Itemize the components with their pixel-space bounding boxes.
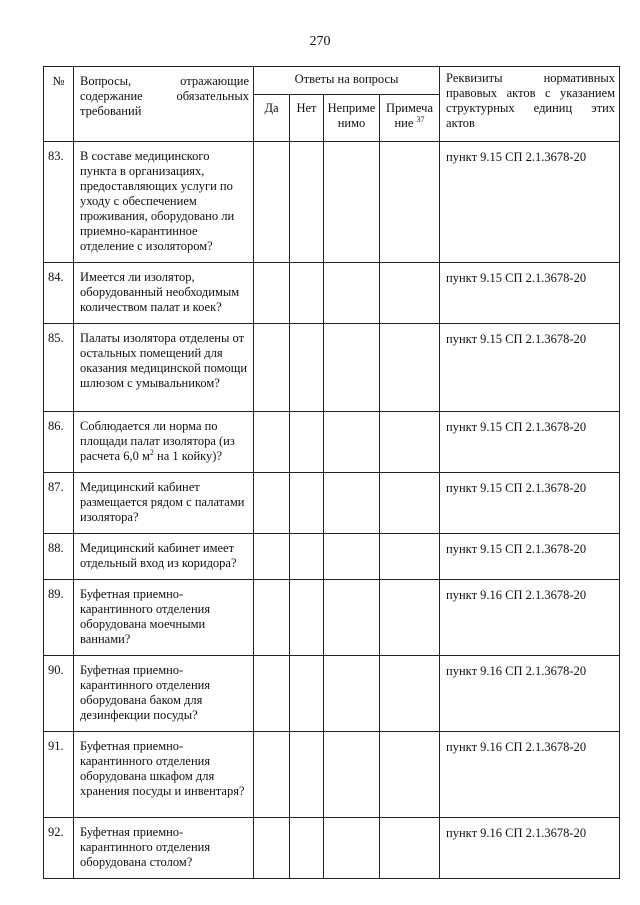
header-requisites: Реквизиты нормативных правовых актов с указанием структурных единиц этих актов — [440, 67, 620, 142]
row-question: Буфетная приемно-карантинного отделения оборудована баком для дезинфекции посуды? — [74, 656, 254, 732]
answer-not-applicable-cell[interactable] — [324, 324, 380, 412]
answer-yes-cell[interactable] — [254, 473, 290, 534]
header-note-footnote: 37 — [416, 114, 425, 124]
answer-note-cell[interactable] — [380, 534, 440, 580]
answer-not-applicable-cell[interactable] — [324, 142, 380, 263]
row-requisite: пункт 9.15 СП 2.1.3678-20 — [440, 142, 620, 263]
answer-not-applicable-cell[interactable] — [324, 656, 380, 732]
table-row — [44, 732, 620, 818]
answer-no-cell[interactable] — [290, 412, 324, 473]
row-question: Буфетная приемно-карантинного отделения оборудована моечными ваннами? — [74, 580, 254, 656]
row-question: В составе медицинского пункта в организациях, предоставляющих услуги по уходу с обеспечением проживания, оборудовано ли приемно-карантинное отделение с изолятором? — [74, 142, 254, 263]
answer-note-cell[interactable] — [380, 263, 440, 324]
answer-yes-cell[interactable] — [254, 534, 290, 580]
table-row — [44, 580, 620, 656]
row-number: 89. — [44, 580, 74, 656]
answer-note-cell[interactable] — [380, 473, 440, 534]
answer-note-cell[interactable] — [380, 580, 440, 656]
table-row — [44, 473, 620, 534]
header-note-text: Примеча ние — [386, 101, 433, 130]
answer-no-cell[interactable] — [290, 473, 324, 534]
requirements-checklist-table — [43, 66, 620, 879]
answer-no-cell[interactable] — [290, 534, 324, 580]
row-question-text-end: на 1 койку)? — [153, 449, 222, 463]
table-row — [44, 142, 620, 263]
header-not-applicable: Неприме нимо — [324, 95, 380, 142]
row-number: 92. — [44, 818, 74, 879]
answer-yes-cell[interactable] — [254, 818, 290, 879]
answer-note-cell[interactable] — [380, 732, 440, 818]
table-row — [44, 324, 620, 412]
row-number: 88. — [44, 534, 74, 580]
answer-not-applicable-cell[interactable] — [324, 580, 380, 656]
header-answers: Ответы на вопросы — [254, 67, 440, 95]
answer-note-cell[interactable] — [380, 324, 440, 412]
row-number: 85. — [44, 324, 74, 412]
answer-not-applicable-cell[interactable] — [324, 534, 380, 580]
page-number: 270 — [309, 34, 331, 49]
row-requisite: пункт 9.16 СП 2.1.3678-20 — [440, 818, 620, 879]
row-question: Буфетная приемно-карантинного отделения оборудована столом? — [74, 818, 254, 879]
table-row — [44, 656, 620, 732]
row-requisite: пункт 9.15 СП 2.1.3678-20 — [440, 263, 620, 324]
header-note — [380, 95, 440, 142]
table-row — [44, 534, 620, 580]
answer-yes-cell[interactable] — [254, 142, 290, 263]
answer-no-cell[interactable] — [290, 263, 324, 324]
row-requisite: пункт 9.16 СП 2.1.3678-20 — [440, 580, 620, 656]
header-no: Нет — [290, 95, 324, 142]
row-requisite: пункт 9.15 СП 2.1.3678-20 — [440, 473, 620, 534]
answer-not-applicable-cell[interactable] — [324, 818, 380, 879]
row-requisite: пункт 9.16 СП 2.1.3678-20 — [440, 656, 620, 732]
answer-yes-cell[interactable] — [254, 263, 290, 324]
answer-no-cell[interactable] — [290, 818, 324, 879]
row-number: 83. — [44, 142, 74, 263]
answer-note-cell[interactable] — [380, 142, 440, 263]
table-row — [44, 412, 620, 473]
row-question: Медицинский кабинет размещается рядом с палатами изолятора? — [74, 473, 254, 534]
row-question: Палаты изолятора отделены от остальных помещений для оказания медицинской помощи шлюзом с умывальником? — [74, 324, 254, 412]
answer-no-cell[interactable] — [290, 142, 324, 263]
table-row — [44, 818, 620, 879]
answer-yes-cell[interactable] — [254, 412, 290, 473]
row-number: 84. — [44, 263, 74, 324]
answer-note-cell[interactable] — [380, 656, 440, 732]
answer-note-cell[interactable] — [380, 412, 440, 473]
row-question-text: Соблюдается ли норма по площади палат изолятора (из расчета 6,0 м — [80, 419, 235, 463]
row-question: Имеется ли изолятор, оборудованный необходимым количеством палат и коек? — [74, 263, 254, 324]
row-number: 87. — [44, 473, 74, 534]
row-number: 86. — [44, 412, 74, 473]
row-question — [74, 412, 254, 473]
answer-not-applicable-cell[interactable] — [324, 473, 380, 534]
row-requisite: пункт 9.15 СП 2.1.3678-20 — [440, 412, 620, 473]
answer-note-cell[interactable] — [380, 818, 440, 879]
answer-yes-cell[interactable] — [254, 732, 290, 818]
answer-yes-cell[interactable] — [254, 324, 290, 412]
answer-yes-cell[interactable] — [254, 656, 290, 732]
row-number: 90. — [44, 656, 74, 732]
answer-no-cell[interactable] — [290, 656, 324, 732]
header-number: № — [44, 67, 74, 142]
row-question: Буфетная приемно-карантинного отделения оборудована шкафом для хранения посуды и инвентаря? — [74, 732, 254, 818]
answer-no-cell[interactable] — [290, 732, 324, 818]
answer-not-applicable-cell[interactable] — [324, 732, 380, 818]
answer-not-applicable-cell[interactable] — [324, 412, 380, 473]
row-number: 91. — [44, 732, 74, 818]
table-row — [44, 263, 620, 324]
answer-no-cell[interactable] — [290, 324, 324, 412]
answer-no-cell[interactable] — [290, 580, 324, 656]
answer-yes-cell[interactable] — [254, 580, 290, 656]
header-row — [44, 67, 620, 95]
row-question-superscript: 2 — [149, 447, 154, 457]
answer-not-applicable-cell[interactable] — [324, 263, 380, 324]
header-question: Вопросы, отражающие содержание обязательных требований — [74, 67, 254, 142]
row-question: Медицинский кабинет имеет отдельный вход из коридора? — [74, 534, 254, 580]
row-requisite: пункт 9.15 СП 2.1.3678-20 — [440, 324, 620, 412]
row-requisite: пункт 9.16 СП 2.1.3678-20 — [440, 732, 620, 818]
row-requisite: пункт 9.15 СП 2.1.3678-20 — [440, 534, 620, 580]
header-yes: Да — [254, 95, 290, 142]
